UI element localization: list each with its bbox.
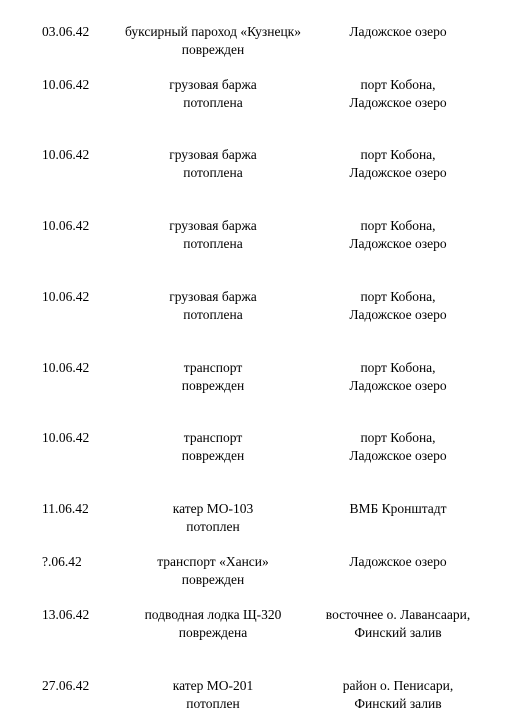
- row-date: 03.06.42: [42, 24, 90, 39]
- row-vessel: [110, 76, 316, 112]
- row-location: [300, 677, 496, 713]
- row-vessel: [110, 359, 316, 395]
- row-vessel: [110, 500, 316, 536]
- row-vessel: [110, 288, 316, 324]
- vessel-status: потоплена: [183, 95, 243, 110]
- row-vessel: [110, 677, 316, 713]
- row-date: 10.06.42: [42, 430, 90, 445]
- row-vessel: [110, 217, 316, 253]
- location-line: Ладожское озеро: [349, 554, 447, 569]
- row-vessel: [110, 553, 316, 589]
- location-line: порт Кобона,: [360, 147, 436, 162]
- vessel-status: повреждена: [178, 625, 248, 640]
- location-line: порт Кобона,: [360, 430, 436, 445]
- location-line: Ладожское озеро: [349, 448, 447, 463]
- row-location: [300, 217, 496, 253]
- vessel-status: потоплен: [186, 696, 240, 711]
- vessel-name: буксирный пароход «Кузнецк»: [125, 24, 301, 39]
- location-line: Финский залив: [354, 625, 442, 640]
- vessel-name: грузовая баржа: [169, 147, 257, 162]
- location-line: порт Кобона,: [360, 77, 436, 92]
- location-line: Ладожское озеро: [349, 24, 447, 39]
- location-line: Ладожское озеро: [349, 307, 447, 322]
- vessel-status: потоплена: [183, 165, 243, 180]
- location-line: восточнее о. Лавансаари,: [325, 607, 471, 622]
- vessel-name: подводная лодка Щ-320: [144, 607, 282, 622]
- vessel-status: потоплена: [183, 236, 243, 251]
- location-line: район о. Пенисари,: [342, 678, 454, 693]
- row-vessel: [110, 429, 316, 465]
- location-line: порт Кобона,: [360, 218, 436, 233]
- vessel-name: катер МО-201: [172, 678, 254, 693]
- row-date: 10.06.42: [42, 77, 90, 92]
- row-location: [300, 606, 496, 642]
- vessel-name: транспорт «Ханси»: [157, 554, 269, 569]
- vessel-name: транспорт: [183, 430, 243, 445]
- vessel-name: грузовая баржа: [169, 289, 257, 304]
- row-date: 13.06.42: [42, 607, 90, 622]
- row-vessel: [110, 606, 316, 642]
- row-location: [300, 500, 496, 518]
- vessel-name: транспорт: [183, 360, 243, 375]
- location-line: ВМБ Кронштадт: [349, 501, 447, 516]
- location-line: Ладожское озеро: [349, 165, 447, 180]
- row-date: 27.06.42: [42, 678, 90, 693]
- vessel-status: поврежден: [181, 378, 245, 393]
- row-date: 10.06.42: [42, 289, 90, 304]
- vessel-status: поврежден: [181, 572, 245, 587]
- row-date: 11.06.42: [42, 501, 89, 516]
- row-location: [300, 76, 496, 112]
- row-date: 10.06.42: [42, 218, 90, 233]
- vessel-name: грузовая баржа: [169, 77, 257, 92]
- vessel-status: потоплена: [183, 307, 243, 322]
- location-line: порт Кобона,: [360, 360, 436, 375]
- row-vessel: [110, 23, 316, 59]
- vessel-status: потоплен: [186, 519, 240, 534]
- location-line: Финский залив: [354, 696, 442, 711]
- row-location: [300, 429, 496, 465]
- location-line: Ладожское озеро: [349, 378, 447, 393]
- location-line: Ладожское озеро: [349, 236, 447, 251]
- row-date: 10.06.42: [42, 147, 90, 162]
- row-location: [300, 23, 496, 41]
- vessel-status: поврежден: [181, 448, 245, 463]
- row-location: [300, 288, 496, 324]
- row-location: [300, 359, 496, 395]
- row-vessel: [110, 146, 316, 182]
- row-location: [300, 146, 496, 182]
- row-date: ?.06.42: [42, 554, 82, 569]
- vessel-name: грузовая баржа: [169, 218, 257, 233]
- location-line: порт Кобона,: [360, 289, 436, 304]
- location-line: Ладожское озеро: [349, 95, 447, 110]
- vessel-status: поврежден: [181, 42, 245, 57]
- row-location: [300, 553, 496, 571]
- vessel-name: катер МО-103: [172, 501, 254, 516]
- row-date: 10.06.42: [42, 360, 90, 375]
